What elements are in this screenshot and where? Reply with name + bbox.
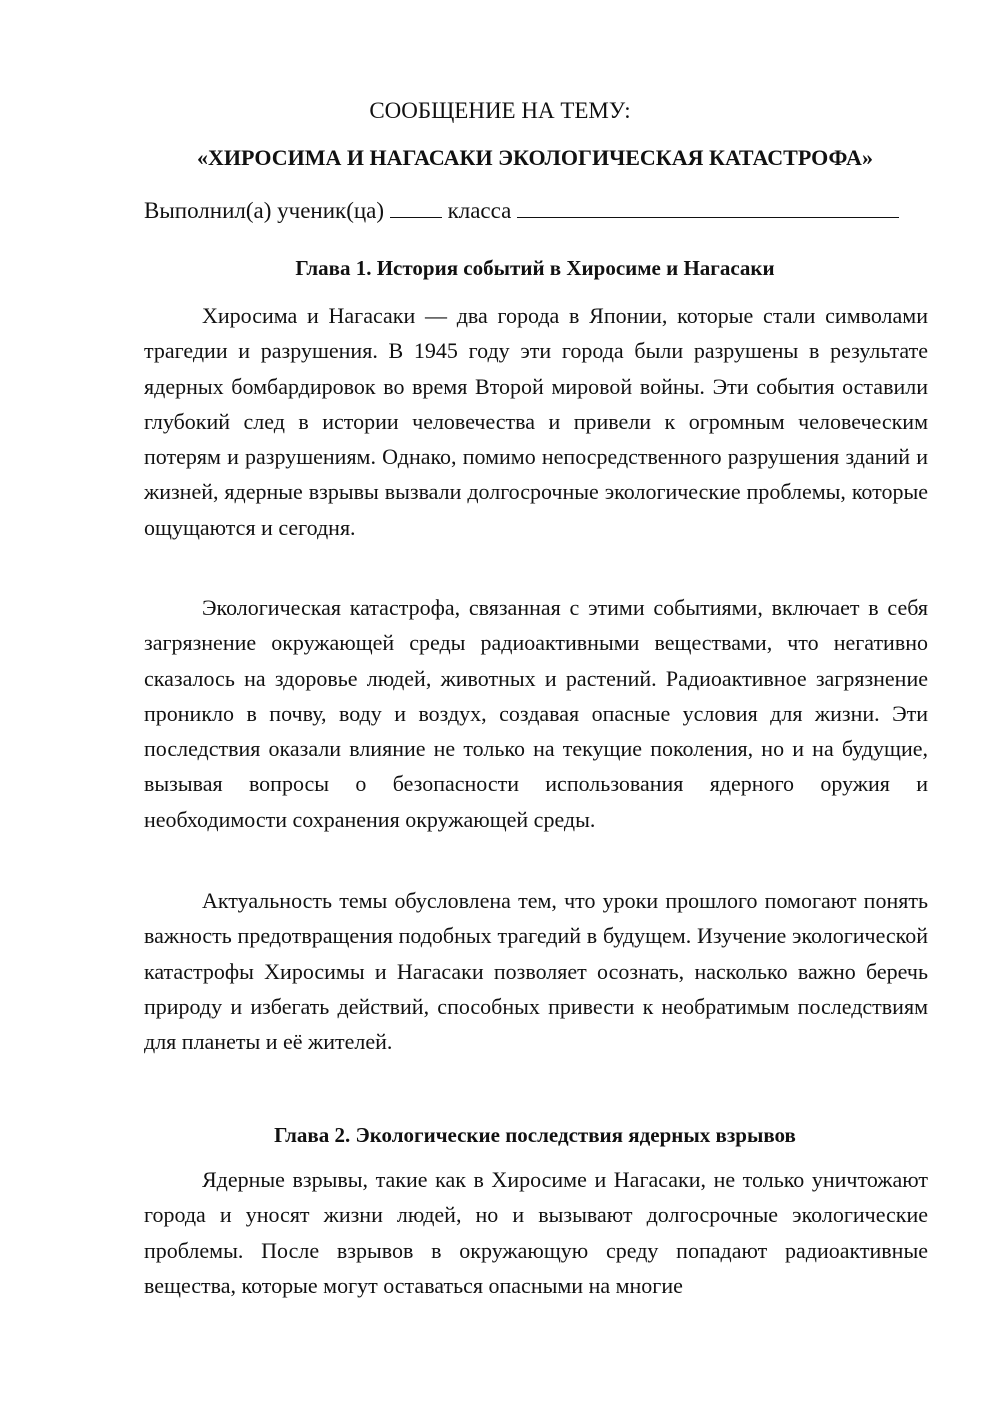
chapter-2-paragraph: Ядерные взрывы, такие как в Хиросиме и Нагасаки, не только уничтожают города и уносят жизни людей, но и вызывают долгосрочные экологические проблемы. После взрывов в окружающую среду попадают радиоактивные вещества, которые могут оставаться опасными на многие <box>144 1167 928 1298</box>
chapter-1-paragraph: Актуальность темы обусловлена тем, что уроки прошлого помогают понять важность предотвращения подобных трагедий в будущем. Изучение экологической катастрофы Хиросимы и Нагасаки позволяет осознать, насколько важно беречь природу и избегать действий, способных привести к необратимым последствиям для планеты и её жителей. <box>144 888 928 1055</box>
author-class-label: класса <box>447 198 512 223</box>
class-number-blank <box>390 197 442 218</box>
author-prefix: Выполнил(а) ученик(ца) <box>144 198 385 223</box>
chapter-1-heading: Глава 1. История событий в Хиросиме и Нагасаки <box>295 256 775 280</box>
chapter-1-paragraph: Хиросима и Нагасаки — два города в Японии, которые стали символами трагедии и разрушения. В 1945 году эти города были разрушены в результате ядерных бомбардировок во время Второй мировой войны. Эти события оставили глубокий след в истории человечества и привели к огромным человеческим потерям и разрушениям. Однако, помимо непосредственного разрушения зданий и жизней, ядерные взрывы вызвали долгосрочные экологические проблемы, которые ощущаются и сегодня. <box>144 303 928 540</box>
chapter-1-paragraph: Экологическая катастрофа, связанная с этими событиями, включает в себя загрязнение окружающей среды радиоактивными веществами, что негативно сказалось на здоровье людей, животных и растений. Радиоактивное загрязнение проникло в почву, воду и воздух, создавая опасные условия для жизни. Эти последствия оказали влияние не только на текущие поколения, но и на будущие, вызывая вопросы о безопасности использования ядерного оружия и необходимости сохранения окружающей среды. <box>144 595 928 832</box>
document-title: «ХИРОСИМА И НАГАСАКИ ЭКОЛОГИЧЕСКАЯ КАТАСТРОФА» <box>197 145 873 170</box>
author-line <box>144 196 899 226</box>
chapter-2-heading: Глава 2. Экологические последствия ядерных взрывов <box>274 1123 796 1147</box>
topic-line: СООБЩЕНИЕ НА ТЕМУ: <box>369 98 631 123</box>
student-name-blank <box>517 197 899 218</box>
